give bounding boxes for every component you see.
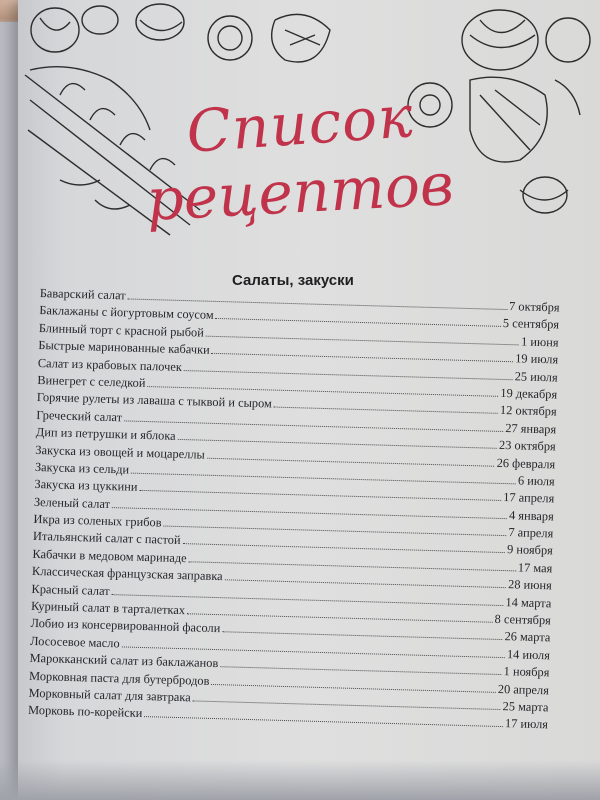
recipe-date: 1 июня [520, 334, 559, 350]
recipe-date: 14 июля [506, 646, 551, 663]
recipe-date: 8 сентября [494, 611, 552, 628]
recipe-date: 25 июля [514, 368, 558, 385]
recipe-title: Морковный салат для завтрака [28, 685, 191, 705]
recipe-date: 27 января [505, 420, 557, 437]
recipe-date: 23 октября [498, 438, 556, 454]
recipe-title: Салат из крабовых палочек [37, 355, 183, 374]
recipe-date: 1 ноября [503, 664, 550, 680]
recipe-date: 25 марта [502, 699, 549, 715]
recipe-date: 19 декабря [500, 385, 558, 402]
recipe-list [28, 286, 560, 735]
recipe-title: Итальянский салат с пастой [32, 529, 181, 548]
recipe-title: Винегрет с селедкой [37, 372, 146, 390]
recipe-title: Закуска из овощей и моцареллы [35, 442, 206, 462]
recipe-title: Баварский салат [39, 286, 126, 303]
recipe-title: Лососевое масло [29, 633, 120, 651]
recipe-date: 14 марта [505, 594, 552, 611]
recipe-title: Греческий салат [36, 407, 123, 425]
recipe-title: Дип из петрушки и яблока [35, 425, 176, 443]
recipe-title: Лобио из консервированной фасоли [30, 616, 221, 636]
recipe-date: 7 октября [508, 299, 560, 315]
recipe-title: Икра из соленых грибов [33, 511, 162, 530]
recipe-date: 12 октября [499, 403, 557, 419]
recipe-title: Зеленый салат [33, 494, 111, 511]
recipe-title: Красный салат [31, 581, 110, 598]
recipe-date: 26 марта [504, 629, 551, 645]
recipe-title: Баклажаны с йогуртовым соусом [39, 303, 214, 323]
recipe-title: Быстрые маринованные кабачки [38, 338, 210, 357]
recipe-date: 5 сентября [502, 316, 560, 332]
recipe-title: Классическая французская заправка [31, 564, 223, 584]
recipe-title: Куриный салат в тарталетках [30, 598, 186, 618]
recipe-title: Горячие рулеты из лаваша с тыквой и сыром [36, 390, 273, 411]
recipe-title: Морковь по-корейски [27, 703, 143, 721]
page-title [0, 82, 600, 234]
recipe-date: 7 апреля [508, 525, 554, 541]
recipe-title: Морковная паста для бутербродов [28, 668, 210, 688]
recipe-date: 17 июля [504, 716, 549, 732]
recipe-title: Закуска из цуккини [34, 477, 138, 495]
recipe-date: 28 июня [507, 577, 553, 593]
recipe-title: Марокканский салат из баклажанов [29, 651, 219, 671]
recipe-date: 9 ноября [506, 542, 553, 558]
recipe-date: 6 июля [517, 473, 555, 489]
recipe-title: Закуска из сельди [34, 459, 130, 477]
recipe-title: Кабачки в медовом маринаде [32, 546, 187, 566]
recipe-date: 17 мая [517, 560, 553, 576]
title-line-2: рецептов [144, 150, 456, 234]
title-line-1: Список [184, 82, 416, 166]
recipe-date: 20 апреля [497, 681, 550, 697]
recipe-date: 19 июля [515, 351, 559, 367]
section-heading: Салаты, закуски [232, 272, 354, 289]
recipe-title: Блинный торт с красной рыбой [38, 320, 205, 340]
recipe-date: 17 апреля [503, 490, 555, 506]
recipe-date: 26 февраля [496, 455, 556, 471]
page-bottom-shadow [0, 760, 600, 800]
recipe-date: 4 января [508, 507, 554, 524]
